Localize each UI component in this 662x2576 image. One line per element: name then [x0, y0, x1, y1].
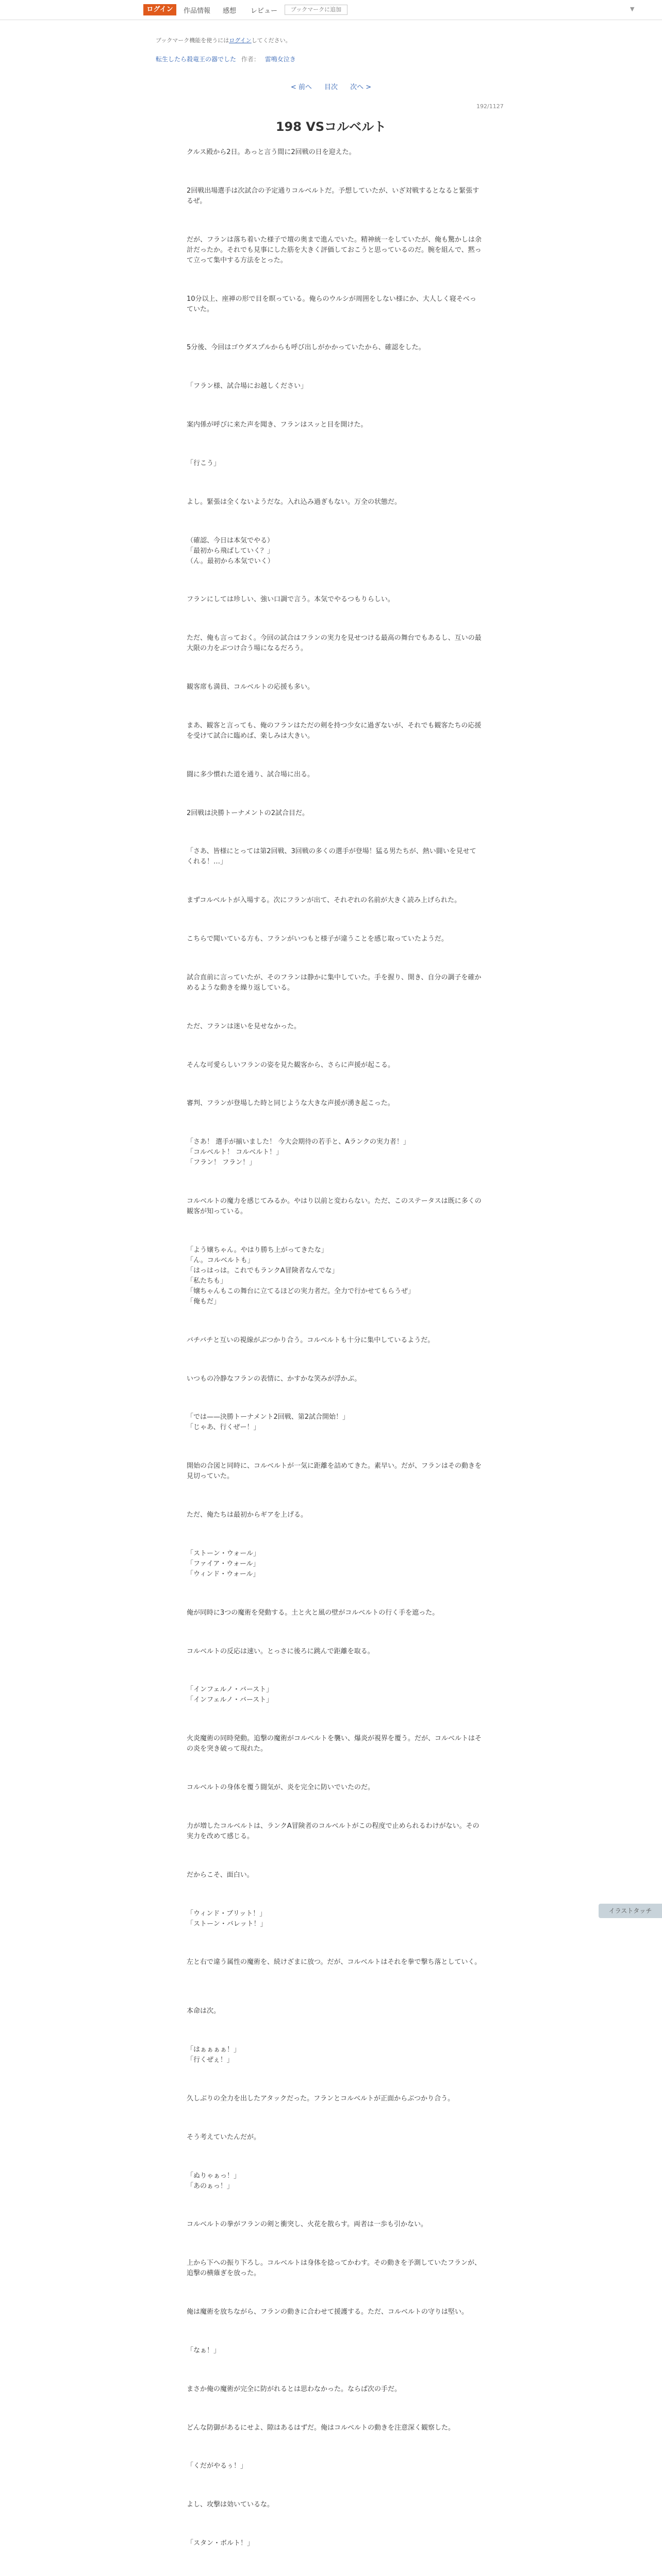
top-bar	[0, 0, 662, 20]
body-paragraph: 「さあ、皆様にとっては第2回戦、3回戦の多くの選手が登場！猛る男たちが、熱い闘いを見せてくれる！…」	[187, 848, 476, 866]
body-paragraph: 俺が同時に3つの魔術を発動する。土と火と風の壁がコルベルトの行く手を遮った。	[187, 1609, 439, 1617]
body-paragraph: ただ、俺も言っておく。今回の試合はフランの実力を見せつける最高の舞台でもあるし、互いの最大限の力をぶつけ合う場になるだろう。	[187, 634, 482, 652]
body-paragraph: 2回戦は決勝トーナメントの2試合目だ。	[187, 809, 309, 817]
body-paragraph: 「では——決勝トーナメント2回戦、第2試合開始！」 「じゃあ、行くぜー！」	[187, 1413, 350, 1431]
body-paragraph: 「さあ！ 選手が揃いました！ 今大会期待の若手と、Aランクの実力者！」 「コルベルト！ コルベルト！」 「フラン！ フラン！」	[187, 1138, 410, 1166]
body-paragraph: 5分後、今回はゴウダスプルからも呼び出しがかかっていたから、確認をした。	[187, 344, 425, 351]
body-paragraph: コルベルトの反応は速い。とっさに後ろに跳んで距離を取る。	[187, 1648, 374, 1655]
body-paragraph: 観客席も満員、コルベルトの応援も多い。	[187, 683, 315, 691]
body-paragraph: 「よう嬢ちゃん。やはり勝ち上がってきたな」 「ん。コルベルトも」 「はっはっは。これでもランクA冒険者なんでな」 「私たちも」 「嬢ちゃんもこの舞台に立てるほどの実力者だ。全力で行かせてもらうぜ」 「俺もだ」	[187, 1246, 415, 1306]
body-paragraph: どんな防御があるにせよ、隙はあるはずだ。俺はコルベルトの動きを注意深く観察した。	[187, 2424, 455, 2432]
body-paragraph: クルス殿から2日。あっと言う間に2回戦の日を迎えた。	[187, 148, 356, 156]
body-paragraph: まずコルベルトが入場する。次にフランが出て、それぞれの名前が大きく読み上げられた。	[187, 896, 461, 904]
body-paragraph: まあ、観客と言っても、俺のフランはただの剣を持つ少女に過ぎないが、それでも観客たちの応援を受けて試合に臨めば、楽しみは大きい。	[187, 722, 482, 740]
nav-reviews[interactable]: レビュー	[251, 7, 278, 15]
index-link[interactable]: 目次	[324, 83, 338, 91]
nav-comments[interactable]: 感想	[223, 7, 237, 15]
body-paragraph: 審判、フランが登場した時と同じような大きな声援が湧き起こった。	[187, 1099, 394, 1107]
body-paragraph: だからこそ、面白い。	[187, 1871, 254, 1879]
body-paragraph: ただ、俺たちは最初からギアを上げる。	[187, 1511, 308, 1519]
body-paragraph: そんな可愛らしいフランの姿を見た観客から、さらに声援が起こる。	[187, 1061, 395, 1069]
add-bookmark-button[interactable]: ブックマークに追加	[285, 5, 347, 15]
body-paragraph: 「ウィンド・ブリット！」 「ストーン・バレット！」	[187, 1910, 267, 1928]
body-paragraph: 「ストーン・ウォール」 「ファイア・ウォール」 「ウィンド・ウォール」	[187, 1550, 260, 1578]
chapter-counter: 192/1127	[476, 103, 504, 110]
author-link[interactable]: 雷鳴女泣き	[264, 56, 296, 63]
body-paragraph: バチバチと互いの視線がぶつかり合う。コルベルトも十分に集中しているようだ。	[187, 1336, 435, 1344]
body-paragraph: フランにしては珍しい、強い口調で言う。本気でやるつもりらしい。	[187, 596, 394, 603]
body-paragraph: こちらで聞いている方も、フランがいつもと様子が違うことを感じ取っていたようだ。	[187, 935, 448, 943]
body-paragraph: 開始の合図と同時に、コルベルトが一気に距離を詰めてきた。素早い。だが、フランはその動きを見切っていた。	[187, 1462, 482, 1480]
body-paragraph: 案内係が呼びに来た声を聞き、フランはスッと目を開けた。	[187, 421, 368, 429]
body-paragraph: 久しぶりの全力を出したアタックだった。フランとコルベルトが正面からぶつかり合う。	[187, 2095, 455, 2103]
body-paragraph: 力が増したコルベルトは、ランクA冒険者のコルベルトがこの程度で止められるわけがない。その実力を改めて感じる。	[187, 1822, 479, 1840]
body-paragraph: 俺は魔術を放ちながら、フランの動きに合わせて援護する。ただ、コルベルトの守りは堅い。	[187, 2308, 469, 2316]
body-paragraph: コルベルトの魔力を感じてみるか。やはり以前と変わらない。ただ、このステータスは既に多くの観客が知っている。	[187, 1197, 482, 1215]
body-paragraph: 10分以上、座禅の形で目を瞑っている。俺らのウルシが周囲をしない様にか、大人しく寝そべっていた。	[187, 295, 476, 313]
body-paragraph: 「行こう」	[187, 460, 221, 467]
body-paragraph: コルベルトの身体を覆う闘気が、炎を完全に防いでいたのだ。	[187, 1784, 375, 1791]
body-paragraph: 「ぬりゃぁっ！」 「あのぁっ！」	[187, 2172, 241, 2190]
body-paragraph: そう考えていたんだが。	[187, 2133, 261, 2141]
body-paragraph: 「なぁ！」	[187, 2347, 221, 2354]
bookmark-notice: ブックマーク機能を使うにはログインしてください。	[156, 37, 291, 44]
breadcrumb: 転生したら殺竜王の器でした 作者： 雷鳴女泣き	[156, 56, 296, 63]
illustration-touch-tab[interactable]: イラストタッチ	[599, 1904, 662, 1918]
body-paragraph: 「インフェルノ・バースト」 「インフェルノ・バースト」	[187, 1686, 273, 1704]
body-paragraph: コルベルトの拳がフランの剣と衝突し、火花を散らす。両者は一歩も引かない。	[187, 2221, 427, 2228]
body-paragraph: よし。緊張は全くないようだな。入れ込み過ぎもない。万全の状態だ。	[187, 498, 402, 506]
body-paragraph: 「スタン・ボルト！」	[187, 2539, 254, 2547]
body-paragraph: 本命は次。	[187, 2007, 221, 2015]
body-paragraph: 「はぁぁぁぁ！」 「行くぜぇ！」	[187, 2046, 241, 2064]
prev-chapter-link[interactable]: < 前へ	[290, 83, 312, 91]
body-paragraph: 闘に多少慣れた道を通り、試合場に出る。	[187, 771, 315, 778]
login-button[interactable]: ログイン	[143, 4, 176, 15]
chapter-title: 198 VSコルベルト	[275, 120, 387, 134]
body-paragraph: まさか俺の魔術が完全に防がれるとは思わなかった。ならば次の手だ。	[187, 2385, 402, 2393]
body-paragraph: ただ、フランは迷いを見せなかった。	[187, 1023, 301, 1030]
notice-login-link[interactable]: ログイン	[229, 37, 252, 44]
body-paragraph: 上から下への振り下ろし。コルベルトは身体を捻ってかわす。その動きを予測していたフランが、追撃の横薙ぎを放った。	[187, 2259, 481, 2277]
chapter-pager	[0, 81, 662, 91]
nav-work-info[interactable]: 作品情報	[184, 7, 211, 15]
body-paragraph: 2回戦出場選手は次試合の予定通りコルベルトだ。予想していたが、いざ対戦するとなると緊張するぜ。	[187, 187, 479, 205]
body-paragraph: 火炎魔術の同時発動。追撃の魔術がコルベルトを襲い、爆炎が視界を覆う。だが、コルベルトはその炎を突き破って現れた。	[187, 1735, 482, 1753]
body-paragraph: だが、フランは落ち着いた様子で壇の奥まで進んでいた。精神統一をしていたが、俺も驚かしは余計だったか。それでも見事にした筋を大きく評価しておこうと思っているのだ。腕を組んで、黙って立って集中する方法をとった。	[187, 236, 482, 264]
body-paragraph: （確認、今日は本気でやる） 「最初から飛ばしていく？」 （ん。最初から本気でいく）	[187, 537, 274, 565]
menu-toggle-icon[interactable]: ▼	[630, 6, 635, 12]
series-title-link[interactable]: 転生したら殺竜王の器でした	[156, 56, 237, 63]
body-paragraph: よし、攻撃は効いているな。	[187, 2501, 274, 2509]
body-paragraph: 試合直前に言っていたが、そのフランは静かに集中していた。手を握り、開き、自分の調子を確かめるような動きを繰り返している。	[187, 974, 482, 992]
body-paragraph: 左と右で違う属性の魔術を、続けざまに放つ。だが、コルベルトはそれを拳で撃ち落としていく。	[187, 1958, 482, 1966]
next-chapter-link[interactable]: 次へ >	[350, 83, 372, 91]
body-paragraph: 「フラン様、試合場にお越しください」	[187, 382, 308, 390]
body-paragraph: 「くだがやるぅ！」	[187, 2462, 247, 2470]
body-paragraph: いつもの冷静なフランの表情に、かすかな笑みが浮かぶ。	[187, 1375, 361, 1383]
